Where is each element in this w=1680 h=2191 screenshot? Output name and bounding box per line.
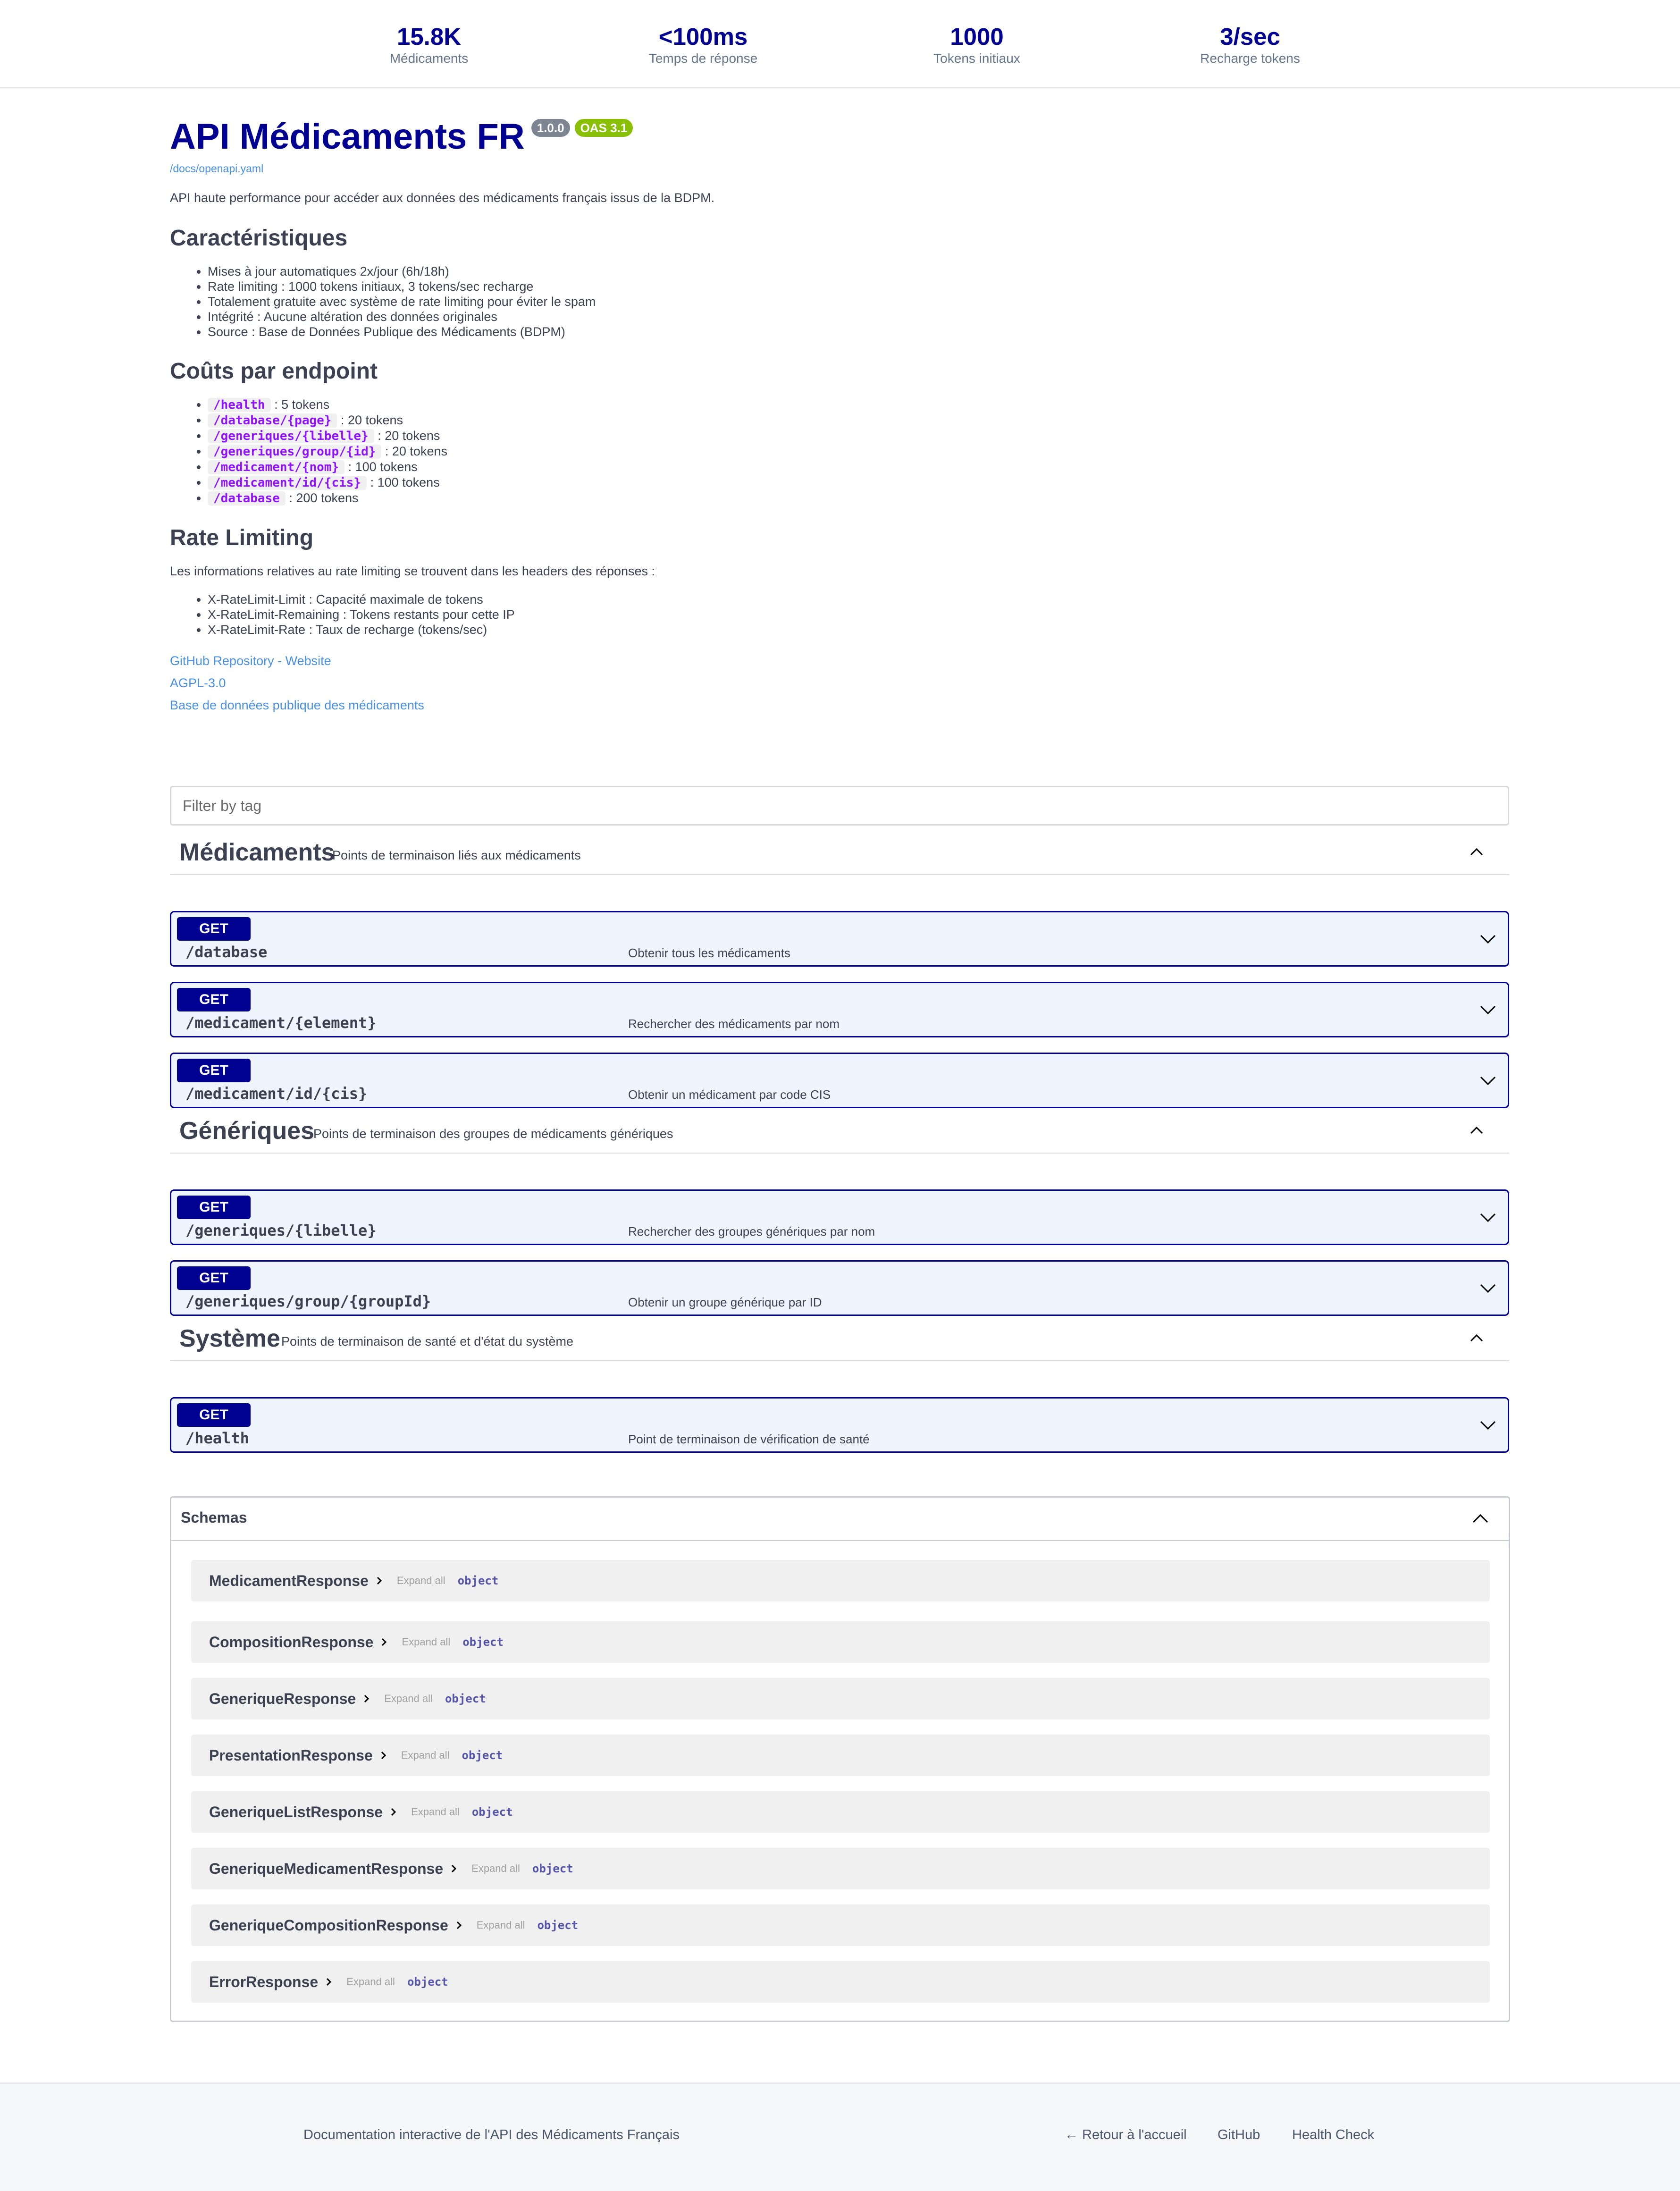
chevron-right-icon[interactable] <box>380 1750 387 1761</box>
list-item: • Rate limiting : 1000 tokens initiaux, 3 tokens/sec recharge <box>208 279 1510 294</box>
endpoint-cost: : 20 tokens <box>385 444 447 458</box>
list-item: • X-RateLimit-Remaining : Tokens restants pour cette IP <box>208 607 1510 622</box>
endpoint-code: /health <box>208 398 271 412</box>
endpoint-cost: : 5 tokens <box>274 397 330 412</box>
list-item: • Totalement gratuite avec système de rate limiting pour éviter le spam <box>208 294 1510 309</box>
schema-name[interactable]: ErrorResponse <box>209 1973 319 1990</box>
chevron-down-icon[interactable] <box>1479 1210 1496 1224</box>
tag-description: Points de terminaison de santé et d'état du système <box>281 1334 574 1348</box>
chevron-up-icon[interactable] <box>1470 1123 1484 1138</box>
schema-model-row <box>209 1803 513 1820</box>
tag-section-systeme[interactable] <box>170 1318 1509 1361</box>
schema-model-row <box>209 1860 573 1877</box>
method-badge: GET <box>177 1196 251 1219</box>
expand-all-button[interactable]: Expand all <box>471 1862 520 1874</box>
chevron-right-icon[interactable] <box>326 1976 332 1988</box>
chevron-right-icon[interactable] <box>456 1920 462 1931</box>
tag-section-medicaments[interactable] <box>170 832 1509 875</box>
operation-path: /generiques/group/{groupId} <box>185 1292 431 1310</box>
schema-type: object <box>532 1862 573 1875</box>
filter-input[interactable] <box>171 787 1506 824</box>
schemas-title: Schemas <box>181 1509 247 1526</box>
footer-text: Documentation interactive de l'API des Médicaments Français <box>303 2127 680 2142</box>
stats-bar <box>0 0 1680 88</box>
operation-summary: Obtenir tous les médicaments <box>628 946 790 960</box>
operation-summary: Obtenir un médicament par code CIS <box>628 1087 831 1102</box>
operation-path: /medicament/{element} <box>185 1014 377 1032</box>
operation-get-database[interactable] <box>170 911 1509 967</box>
operation-path: /generiques/{libelle} <box>185 1222 377 1239</box>
list-item <box>208 413 1510 428</box>
schema-type: object <box>445 1692 486 1705</box>
schema-type: object <box>462 1749 503 1762</box>
page-title: API Médicaments FR <box>170 117 525 157</box>
schema-model[interactable] <box>191 1560 1490 1601</box>
operation-summary: Rechercher des groupes génériques par nom <box>628 1224 875 1239</box>
schema-type: object <box>457 1574 499 1587</box>
schema-model-row <box>209 1747 503 1764</box>
chevron-right-icon[interactable] <box>376 1575 383 1586</box>
expand-all-button[interactable]: Expand all <box>396 1575 445 1586</box>
ratelimit-intro: Les informations relatives au rate limiting se trouvent dans les headers des réponses : <box>170 564 655 578</box>
schema-type: object <box>537 1919 579 1932</box>
method-badge: GET <box>177 1266 251 1290</box>
stat-label: Recharge tokens <box>1200 51 1300 66</box>
stat-medicaments <box>335 23 523 66</box>
stat-label: Médicaments <box>389 51 469 66</box>
list-item <box>208 428 1510 444</box>
stat-response-time <box>609 23 798 66</box>
endpoint-code: /database <box>208 491 286 506</box>
schema-type: object <box>462 1635 504 1649</box>
features-list <box>170 264 1510 339</box>
tag-description: Points de terminaison liés aux médicaments <box>332 848 581 862</box>
chevron-down-icon[interactable] <box>1479 1002 1496 1016</box>
chevron-down-icon[interactable] <box>1479 931 1496 945</box>
ratelimit-list <box>170 592 1510 637</box>
openapi-spec-link[interactable]: /docs/openapi.yaml <box>170 162 264 175</box>
endpoint-cost: : 20 tokens <box>378 429 440 443</box>
stat-token-refill <box>1156 23 1344 66</box>
schema-name[interactable]: GeneriqueResponse <box>209 1690 356 1707</box>
features-heading: Caractéristiques <box>170 226 348 251</box>
endpoint-code: /generiques/{libelle} <box>208 429 374 443</box>
schema-model-row <box>209 1634 504 1651</box>
api-info <box>170 113 1510 719</box>
expand-all-button[interactable]: Expand all <box>411 1806 460 1818</box>
version-badge: 1.0.0 <box>531 119 570 137</box>
expand-all-button[interactable]: Expand all <box>401 1749 450 1761</box>
tag-name: Système <box>179 1325 280 1352</box>
operation-summary: Rechercher des médicaments par nom <box>628 1017 840 1031</box>
chevron-up-icon[interactable] <box>1470 845 1484 859</box>
schema-model-row <box>209 1690 486 1707</box>
footer-health-link[interactable]: Health Check <box>1292 2127 1375 2142</box>
method-badge: GET <box>177 988 251 1011</box>
operation-get-generiques-group[interactable] <box>170 1260 1509 1316</box>
operation-get-generiques-libelle[interactable] <box>170 1189 1509 1245</box>
method-badge: GET <box>177 1403 251 1427</box>
schema-name[interactable]: GeneriqueCompositionResponse <box>209 1917 448 1934</box>
github-repository-link[interactable]: GitHub Repository - Website <box>170 654 331 668</box>
schema-name[interactable]: GeneriqueMedicamentResponse <box>209 1860 444 1877</box>
bdpm-link[interactable]: Base de données publique des médicaments <box>170 698 424 712</box>
schemas-section <box>170 1496 1510 2022</box>
schemas-header[interactable] <box>171 1498 1509 1541</box>
endpoint-code: /medicament/id/{cis} <box>208 476 367 490</box>
schema-model[interactable] <box>191 1848 1490 1889</box>
list-item <box>208 475 1510 490</box>
stat-initial-tokens <box>882 23 1071 66</box>
schema-model[interactable] <box>191 1961 1490 2003</box>
endpoint-code: /medicament/{nom} <box>208 460 344 474</box>
info-links <box>170 652 1510 714</box>
operation-summary: Obtenir un groupe générique par ID <box>628 1295 822 1309</box>
schema-model-row <box>209 1917 578 1934</box>
method-badge: GET <box>177 917 251 941</box>
operation-get-health[interactable] <box>170 1397 1509 1453</box>
endpoint-cost: : 200 tokens <box>289 491 359 505</box>
costs-list <box>170 397 1510 506</box>
api-description: API haute performance pour accéder aux données des médicaments français issus de la BDPM. <box>170 191 715 205</box>
back-home-link[interactable]: ← Retour à l'accueil <box>1065 2127 1187 2142</box>
list-item: • X-RateLimit-Limit : Capacité maximale de tokens <box>208 592 1510 607</box>
expand-all-button[interactable]: Expand all <box>476 1919 525 1931</box>
costs-heading: Coûts par endpoint <box>170 359 378 384</box>
method-badge: GET <box>177 1059 251 1082</box>
list-item: • X-RateLimit-Rate : Taux de recharge (tokens/sec) <box>208 622 1510 637</box>
operation-get-medicament-id-cis[interactable] <box>170 1053 1509 1108</box>
tag-name: Médicaments <box>179 839 335 866</box>
operation-path: /health <box>185 1429 249 1447</box>
schema-name[interactable]: GeneriqueListResponse <box>209 1803 383 1820</box>
list-item <box>208 444 1510 459</box>
chevron-up-icon[interactable] <box>1472 1512 1489 1526</box>
chevron-right-icon[interactable] <box>451 1863 457 1874</box>
schema-model[interactable] <box>191 1791 1490 1833</box>
list-item <box>208 459 1510 475</box>
endpoint-cost: : 100 tokens <box>370 475 440 489</box>
list-item <box>208 397 1510 413</box>
schema-model[interactable] <box>191 1621 1490 1663</box>
page-footer <box>0 2082 1680 2191</box>
chevron-down-icon[interactable] <box>1479 1281 1496 1295</box>
footer-github-link[interactable]: GitHub <box>1218 2127 1260 2142</box>
operation-path: /database <box>185 943 268 961</box>
list-item: • Mises à jour automatiques 2x/jour (6h/18h) <box>208 264 1510 279</box>
schema-model-row <box>209 1973 448 1990</box>
stat-label: Temps de réponse <box>648 51 758 66</box>
endpoint-cost: : 20 tokens <box>340 413 403 427</box>
endpoint-cost: : 100 tokens <box>348 460 418 474</box>
endpoint-code: /generiques/group/{id} <box>208 445 381 459</box>
schema-model[interactable] <box>191 1904 1490 1946</box>
list-item <box>208 490 1510 506</box>
chevron-down-icon[interactable] <box>1479 1073 1496 1087</box>
stat-value: 1000 <box>950 23 1004 50</box>
expand-all-button[interactable]: Expand all <box>402 1636 451 1648</box>
chevron-right-icon[interactable] <box>381 1636 387 1648</box>
tag-name: Génériques <box>179 1117 315 1145</box>
schema-name[interactable]: MedicamentResponse <box>209 1572 369 1589</box>
chevron-up-icon[interactable] <box>1470 1331 1484 1345</box>
schema-model[interactable] <box>191 1735 1490 1776</box>
operation-path: /medicament/id/{cis} <box>185 1085 368 1103</box>
schema-name[interactable]: PresentationResponse <box>209 1747 373 1764</box>
endpoint-code: /database/{page} <box>208 413 337 428</box>
filter-box <box>170 786 1509 826</box>
title-row <box>170 113 1510 160</box>
operation-summary: Point de terminaison de vérification de santé <box>628 1432 870 1446</box>
list-item: • Intégrité : Aucune altération des données originales <box>208 309 1510 324</box>
schema-type: object <box>407 1975 448 1989</box>
expand-all-button[interactable]: Expand all <box>384 1693 433 1704</box>
schema-model-row <box>209 1572 498 1589</box>
schema-model[interactable] <box>191 1678 1490 1719</box>
stat-value: 15.8K <box>396 23 462 50</box>
tag-section-generiques[interactable] <box>170 1110 1509 1154</box>
oas-badge: OAS 3.1 <box>575 119 633 137</box>
ratelimit-heading: Rate Limiting <box>170 525 314 550</box>
schema-type: object <box>471 1805 513 1819</box>
stat-value: <100ms <box>658 23 748 50</box>
expand-all-button[interactable]: Expand all <box>346 1976 395 1988</box>
tag-description: Points de terminaison des groupes de médicaments génériques <box>313 1127 673 1141</box>
list-item: • Source : Base de Données Publique des Médicaments (BDPM) <box>208 324 1510 339</box>
operation-get-medicament-element[interactable] <box>170 982 1509 1037</box>
license-link[interactable]: AGPL-3.0 <box>170 676 226 690</box>
stat-value: 3/sec <box>1220 23 1280 50</box>
schema-name[interactable]: CompositionResponse <box>209 1634 374 1651</box>
chevron-right-icon[interactable] <box>390 1806 397 1818</box>
chevron-right-icon[interactable] <box>363 1693 370 1704</box>
stat-label: Tokens initiaux <box>933 51 1020 66</box>
chevron-down-icon[interactable] <box>1479 1417 1496 1432</box>
